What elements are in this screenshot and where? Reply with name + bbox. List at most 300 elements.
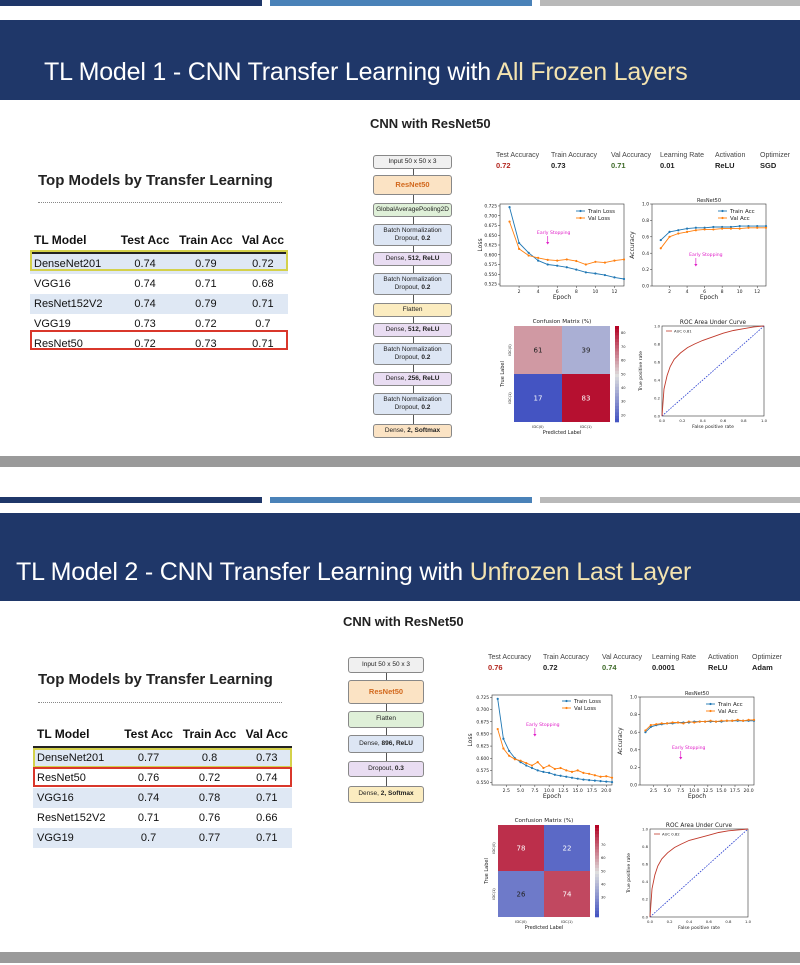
arch-layer-label: Batch Normalization <box>383 226 442 234</box>
cm-colorbar-segment <box>615 412 619 416</box>
x-tick-label: 7.5 <box>531 789 539 794</box>
metric-label: Val Accuracy <box>602 654 642 661</box>
arch-layer-box <box>373 303 452 317</box>
data-point <box>571 777 573 779</box>
roc-x-tick: 0.2 <box>666 919 673 924</box>
cm-y-tick: IDC(0) <box>508 344 512 356</box>
table-header-3: Val Acc <box>242 722 292 747</box>
data-point <box>537 761 539 763</box>
data-point <box>559 767 561 769</box>
data-point <box>497 728 499 730</box>
data-point <box>531 767 533 769</box>
data-point <box>695 227 697 229</box>
chart-title: ResNet50 <box>696 198 722 204</box>
model-name-cell: DenseNet201 <box>33 747 120 768</box>
roc-y-tick: 0.2 <box>653 395 660 401</box>
early-stopping-label: Early Stopping <box>536 231 571 236</box>
data-point <box>565 776 567 778</box>
cm-value: 74 <box>562 890 572 899</box>
cm-colorbar-segment <box>595 914 599 917</box>
y-tick-label: 0.600 <box>484 253 497 259</box>
x-tick-label: 10 <box>592 290 599 295</box>
data-point <box>525 764 527 766</box>
x-tick-label: 17.5 <box>586 789 598 794</box>
x-tick-label: 8 <box>720 290 724 295</box>
x-tick-label: 12.5 <box>558 789 569 794</box>
cm-colorbar-segment <box>615 400 619 404</box>
roc-x-tick: 1.0 <box>760 418 768 423</box>
y-tick-label: 0.6 <box>642 235 649 241</box>
roc-y-tick: 0.8 <box>641 843 648 849</box>
data-point <box>588 773 590 775</box>
data-point <box>537 769 539 771</box>
arch-layer-box <box>348 735 424 753</box>
data-point <box>747 719 749 721</box>
slide-1-bottom-bar <box>0 456 800 467</box>
metric-item <box>760 152 790 170</box>
y-tick-label: 0.625 <box>476 744 489 750</box>
y-tick-label: 0.675 <box>476 720 489 726</box>
cm-colorbar-segment <box>615 377 619 381</box>
data-point <box>623 258 625 260</box>
value-cell: 0.8 <box>178 747 242 768</box>
roc-x-tick: 0.2 <box>679 418 686 423</box>
accuracy-chart <box>616 689 766 799</box>
highlight-frame-densenet201 <box>33 748 292 768</box>
data-point <box>765 227 767 229</box>
x-tick-label: 10.0 <box>544 789 555 794</box>
cm-y-tick: IDC(0) <box>492 842 496 854</box>
slide-2 <box>0 497 800 965</box>
data-point <box>594 780 596 782</box>
arch-arrow <box>413 295 414 303</box>
roc-y-tick: 0.0 <box>641 914 648 920</box>
arch-layer-label: ResNet50 <box>368 687 404 697</box>
data-point <box>623 278 625 280</box>
table-row <box>33 788 292 808</box>
data-point <box>537 257 539 259</box>
data-point <box>712 228 714 230</box>
arch-layer-param: 512, ReLU <box>407 254 440 262</box>
accuracy-chart <box>628 196 778 300</box>
confusion-matrix <box>496 316 636 446</box>
legend-label: Val Loss <box>574 706 597 712</box>
cm-colorbar-segment <box>615 380 619 384</box>
cm-colorbar-segment <box>615 409 619 413</box>
x-tick-label: 4 <box>536 290 540 295</box>
value-cell: 0.72 <box>238 253 288 274</box>
legend-marker <box>709 710 711 712</box>
x-axis-label: Epoch <box>699 294 719 300</box>
roc-legend-label: AUC 0.81 <box>674 328 692 334</box>
arch-arrow <box>413 365 414 372</box>
model-name-cell: DenseNet201 <box>30 253 116 274</box>
cm-colorbar-segment <box>595 828 599 831</box>
data-point <box>655 723 657 725</box>
legend-label: Val Acc <box>730 216 750 222</box>
data-point <box>605 780 607 782</box>
confusion-matrix <box>474 815 624 939</box>
legend-marker <box>721 210 723 212</box>
arch-layer-box <box>373 424 452 438</box>
value-cell: 0.78 <box>178 788 242 808</box>
metric-label: Optimizer <box>760 152 790 159</box>
slide-1-title: TL Model 1 - CNN Transfer Learning with All Frozen Layers <box>44 58 688 86</box>
legend-label: Train Loss <box>588 209 616 215</box>
data-point <box>668 236 670 238</box>
data-point <box>554 774 556 776</box>
arch-layer-label: Batch Normalization <box>383 345 442 353</box>
table-header-3: Val Acc <box>238 228 288 253</box>
dotted-divider <box>38 202 282 203</box>
value-cell: 0.71 <box>242 828 292 848</box>
x-tick-label: 6 <box>555 290 559 295</box>
highlight-frame-resnet50 <box>30 330 288 350</box>
arch-layer-label: Dense, 512, ReLU <box>385 254 440 262</box>
arch-layer-param: 0.3 <box>394 764 404 772</box>
arch-arrow <box>413 217 414 224</box>
cm-colorbar-segment <box>615 406 619 410</box>
cm-colorbar-tick: 20 <box>621 413 626 418</box>
roc-chart <box>624 819 760 935</box>
metric-label: Optimizer <box>752 654 782 661</box>
cm-colorbar-segment <box>595 850 599 853</box>
arch-arrow <box>413 386 414 393</box>
value-cell: 0.71 <box>242 788 292 808</box>
model-name-cell: ResNet50 <box>37 772 86 784</box>
metric-label: Learning Rate <box>660 152 704 159</box>
cm-colorbar-segment <box>615 387 619 391</box>
y-tick-label: 0.8 <box>642 219 649 224</box>
y-tick-label: 0.600 <box>476 756 489 762</box>
legend-label: Train Acc <box>718 702 743 708</box>
data-point <box>542 767 544 769</box>
x-tick-label: 5.0 <box>663 789 671 794</box>
highlight-frame-densenet201 <box>30 250 288 271</box>
data-point <box>671 721 673 723</box>
roc-y-tick: 0.2 <box>641 896 648 902</box>
arch-layer-label: Dense, 512, ReLU <box>385 325 440 333</box>
y-tick-label: 0.625 <box>484 243 497 249</box>
data-point <box>514 758 516 760</box>
roc-y-label: True positive rate <box>627 852 632 894</box>
arch-layer-label: GlobalAveragePooling2D <box>376 205 449 213</box>
arch-layer-label: Batch Normalization <box>383 395 442 403</box>
cm-colorbar-segment <box>595 859 599 862</box>
value-cell: 0.74 <box>120 788 178 808</box>
y-tick-label: 1.0 <box>630 695 637 701</box>
y-tick-label: 0.575 <box>484 263 497 269</box>
arch-layer-label: Dropout, 0.2 <box>394 284 431 291</box>
y-tick-label: 0.700 <box>484 214 497 220</box>
value-cell: 0.72 <box>134 338 156 350</box>
data-point <box>688 721 690 723</box>
x-tick-label: 4 <box>685 290 689 295</box>
arch-layer-label: Batch Normalization <box>383 275 442 283</box>
cm-colorbar-segment <box>595 834 599 837</box>
data-point <box>559 775 561 777</box>
cm-colorbar-tick: 60 <box>601 856 606 861</box>
data-point <box>518 248 520 250</box>
value-cell: 0.68 <box>252 278 274 290</box>
data-point <box>753 719 755 721</box>
cm-colorbar-segment <box>615 336 619 340</box>
cm-colorbar-segment <box>595 892 599 895</box>
metric-item <box>551 152 597 170</box>
model-name-cell: VGG19 <box>33 828 120 848</box>
arch-arrow <box>386 704 387 711</box>
arch-layer-label: Flatten <box>402 305 423 313</box>
data-point <box>508 206 510 208</box>
metric-item <box>660 152 704 170</box>
cm-colorbar-segment <box>615 390 619 394</box>
data-point <box>737 719 739 721</box>
cm-y-label: True Label <box>500 361 506 387</box>
cm-y-label: True Label <box>484 858 490 884</box>
cm-colorbar-segment <box>595 902 599 905</box>
roc-x-tick: 0.6 <box>705 919 712 924</box>
data-point <box>518 242 520 244</box>
table-header-row <box>33 722 292 747</box>
y-tick-label: 0.650 <box>484 233 497 239</box>
metric-label: Activation <box>715 152 746 159</box>
cm-colorbar-tick: 50 <box>601 869 606 874</box>
data-point <box>695 229 697 231</box>
data-point <box>715 721 717 723</box>
data-point <box>582 772 584 774</box>
value-cell: 0.77 <box>120 747 178 768</box>
loss-chart <box>466 689 622 799</box>
table-header-2: Train Acc <box>178 722 242 747</box>
cnn-title: CNN with ResNet50 <box>370 116 491 131</box>
roc-y-tick: 0.4 <box>641 879 648 885</box>
metric-item <box>715 152 745 170</box>
cm-colorbar-segment <box>595 868 599 871</box>
arch-layer-param: 512, ReLU <box>407 325 440 333</box>
value-cell: 0.71 <box>137 812 160 824</box>
arch-layer-box <box>373 323 452 337</box>
data-point <box>605 775 607 777</box>
y-tick-label: 0.725 <box>476 696 489 702</box>
data-point <box>611 777 613 779</box>
data-point <box>571 771 573 773</box>
cm-value: 78 <box>516 844 526 853</box>
arch-arrow <box>386 728 387 735</box>
model-name-cell: VGG16 <box>34 278 71 290</box>
data-point <box>611 781 613 783</box>
x-tick-label: 10 <box>736 290 743 295</box>
cm-colorbar-segment <box>615 371 619 375</box>
roc-y-tick: 0.4 <box>653 377 660 383</box>
x-tick-label: 15.0 <box>716 789 727 794</box>
value-cell: 0.74 <box>256 772 278 784</box>
data-point <box>644 729 646 731</box>
x-tick-label: 12.5 <box>702 789 713 794</box>
data-point <box>585 263 587 265</box>
value-cell: 0.71 <box>238 294 288 314</box>
cm-colorbar-segment <box>595 837 599 840</box>
slide-1-top-bars <box>0 0 800 8</box>
slide-2-title-highlight: Unfrozen Last Layer <box>469 558 692 586</box>
metric-item <box>652 654 696 672</box>
data-point <box>547 259 549 261</box>
cm-colorbar-tick: 60 <box>621 358 626 363</box>
x-tick-label: 2.5 <box>502 789 510 794</box>
metric-value: 0.74 <box>602 663 617 672</box>
metric-label: Train Accuracy <box>543 654 590 661</box>
cm-x-label: Predicted Label <box>542 430 582 436</box>
arch-layer-param: 2, Softmax <box>407 426 441 434</box>
highlight-frame-resnet50 <box>33 767 292 787</box>
data-point <box>721 228 723 230</box>
data-point <box>588 779 590 781</box>
cm-title: Confusion Matrix (%) <box>532 319 592 325</box>
cm-colorbar-segment <box>595 908 599 911</box>
y-tick-label: 0.525 <box>484 282 497 288</box>
value-cell: 0.79 <box>174 253 238 274</box>
cm-y-tick: IDC(1) <box>492 888 496 900</box>
value-cell: 0.77 <box>178 828 242 848</box>
x-tick-label: 20.0 <box>601 789 612 794</box>
data-point <box>660 239 662 241</box>
cm-colorbar-segment <box>595 865 599 868</box>
data-point <box>660 247 662 249</box>
cm-colorbar-segment <box>595 905 599 908</box>
cm-colorbar-segment <box>615 339 619 343</box>
x-tick-label: 7.5 <box>677 789 685 794</box>
y-tick-label: 0.0 <box>630 783 637 789</box>
table-header-0: TL Model <box>33 722 120 747</box>
cm-colorbar-segment <box>595 896 599 899</box>
legend-marker <box>565 700 567 702</box>
metric-item <box>611 152 651 170</box>
roc-y-tick: 1.0 <box>641 826 648 832</box>
legend-marker <box>721 217 723 219</box>
cm-colorbar-segment <box>595 886 599 889</box>
roc-x-label: False positive rate <box>692 425 734 430</box>
value-cell: 0.74 <box>116 253 174 274</box>
y-tick-label: 0.550 <box>484 272 497 278</box>
arch-layer-label: Dropout, 0.2 <box>394 235 431 242</box>
data-point <box>677 232 679 234</box>
data-point <box>650 724 652 726</box>
data-point <box>508 755 510 757</box>
data-point <box>686 231 688 233</box>
y-axis-label: Loss <box>477 238 484 252</box>
data-point <box>668 231 670 233</box>
cm-colorbar-segment <box>615 345 619 349</box>
arch-layer-label: Dense, 896, ReLU <box>359 739 413 747</box>
slide-1-title-banner <box>0 20 800 100</box>
data-point <box>582 779 584 781</box>
value-cell: 0.7 <box>120 828 178 848</box>
y-tick-label: 0.6 <box>630 730 637 736</box>
roc-title: ROC Area Under Curve <box>679 320 747 326</box>
data-point <box>547 263 549 265</box>
arch-layer-label: ResNet50 <box>395 180 430 190</box>
x-tick-label: 6 <box>703 290 707 295</box>
value-cell: 0.79 <box>174 294 238 314</box>
metric-item <box>543 654 589 672</box>
arch-layer-label: Dropout, 0.2 <box>394 354 431 361</box>
metric-value: 0.73 <box>551 161 566 170</box>
arch-layer-label: Dense, 2, Softmax <box>384 426 441 434</box>
data-point <box>525 762 527 764</box>
table-header-1: Test Acc <box>116 228 174 253</box>
table-row <box>33 828 292 848</box>
cm-colorbar-segment <box>615 348 619 352</box>
metric-item <box>602 654 642 672</box>
arch-layer-box <box>373 343 452 365</box>
arch-layer-label: Dropout, 0.2 <box>394 404 431 411</box>
cm-colorbar-segment <box>615 403 619 407</box>
cm-colorbar-tick: 30 <box>601 895 606 900</box>
y-tick-label: 0.675 <box>484 224 497 230</box>
y-tick-label: 0.0 <box>642 284 649 290</box>
data-point <box>731 720 733 722</box>
table-row <box>33 808 292 828</box>
roc-y-tick: 0.6 <box>641 861 648 867</box>
slide-1 <box>0 0 800 470</box>
legend-marker <box>709 703 711 705</box>
value-cell: 0.72 <box>195 318 217 330</box>
y-tick-label: 1.0 <box>642 202 649 208</box>
cm-colorbar-tick: 50 <box>621 372 626 377</box>
y-tick-label: 0.650 <box>476 732 489 738</box>
metric-item <box>496 152 539 170</box>
x-tick-label: 2 <box>517 290 521 295</box>
model-name-cell: ResNet152V2 <box>30 294 116 314</box>
cm-value: 61 <box>533 346 543 355</box>
data-point <box>677 721 679 723</box>
roc-y-tick: 1.0 <box>653 323 660 329</box>
arch-layer-label: Dense, 2, Softmax <box>358 790 414 798</box>
arch-layer-label: Dense, 256, ReLU <box>385 374 440 382</box>
cm-colorbar-segment <box>595 831 599 834</box>
data-point <box>682 722 684 724</box>
cm-colorbar-segment <box>595 874 599 877</box>
dotted-divider <box>38 702 282 703</box>
cm-colorbar-segment <box>615 358 619 362</box>
arch-arrow <box>413 195 414 203</box>
cm-y-tick: IDC(1) <box>508 392 512 404</box>
x-axis-label: Epoch <box>552 294 572 300</box>
value-cell: 0.74 <box>134 278 156 290</box>
model-name-cell: VGG19 <box>34 318 71 330</box>
arch-layer-label: Dropout, 0.3 <box>368 764 404 772</box>
data-point <box>575 260 577 262</box>
cm-x-label: Predicted Label <box>524 925 564 931</box>
value-cell: 0.71 <box>195 278 217 290</box>
data-point <box>556 265 558 267</box>
cm-title: Confusion Matrix (%) <box>514 818 574 824</box>
metric-value: 0.72 <box>496 161 511 170</box>
metric-value: SGD <box>760 161 777 170</box>
cm-colorbar-segment <box>615 368 619 372</box>
cm-value: 83 <box>581 394 591 403</box>
x-axis-label: Epoch <box>542 793 562 799</box>
value-cell: 0.7 <box>255 318 271 330</box>
value-cell: 0.66 <box>256 812 278 824</box>
early-stopping-label: Early Stopping <box>671 746 706 751</box>
y-axis-label: Loss <box>467 733 474 747</box>
value-cell: 0.76 <box>198 812 221 824</box>
cm-colorbar-segment <box>615 342 619 346</box>
y-axis-label: Accuracy <box>617 727 624 755</box>
metric-label: Test Accuracy <box>488 654 532 661</box>
roc-x-tick: 0.4 <box>699 418 706 423</box>
legend-marker <box>579 210 581 212</box>
